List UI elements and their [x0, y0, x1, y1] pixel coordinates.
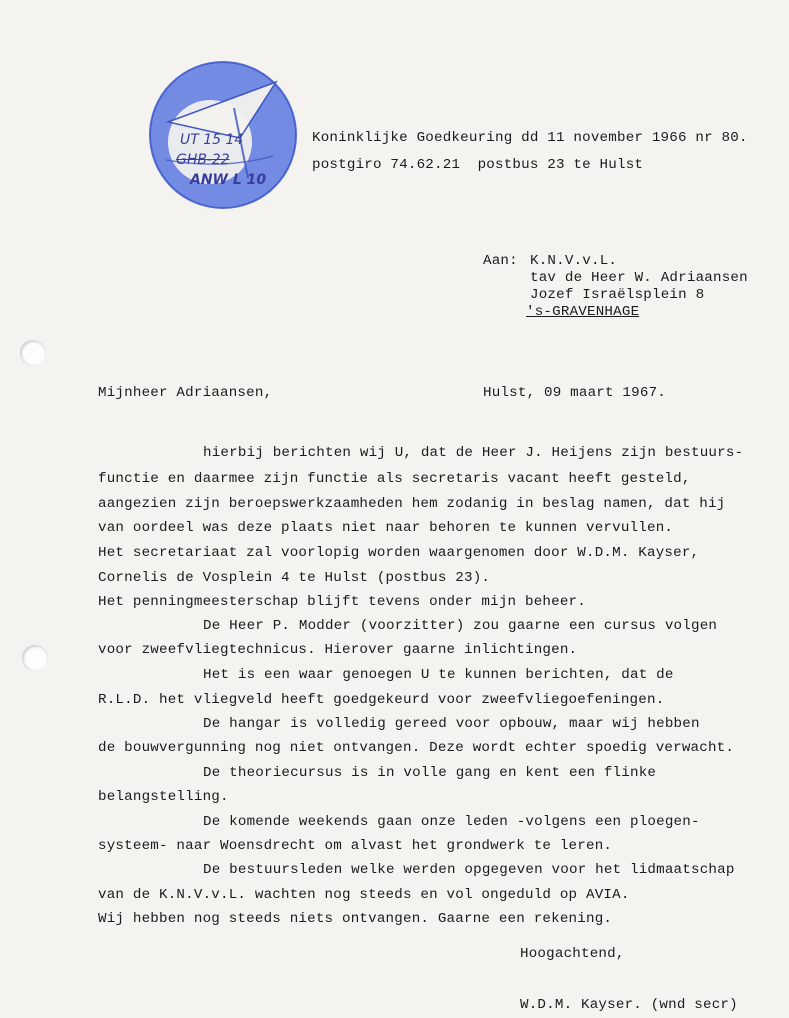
punch-hole-top: [20, 340, 46, 366]
closing: Hoogachtend,: [520, 946, 625, 962]
body-line: De hangar is volledig gereed voor opbouw, maar wij hebben: [203, 716, 700, 732]
body-line: De komende weekends gaan onze leden -volgens een ploegen-: [203, 814, 700, 830]
club-stamp: [148, 60, 298, 210]
body-line: R.L.D. het vliegveld heeft goedgekeurd voor zweefvliegoefeningen.: [98, 692, 665, 708]
body-line: De Heer P. Modder (voorzitter) zou gaarne een cursus volgen: [203, 618, 718, 634]
address-street: Jozef Israëlsplein 8: [530, 287, 705, 303]
stamp-mark-2: GHB-22: [176, 152, 230, 168]
body-line: de bouwvergunning nog niet ontvangen. Deze wordt echter spoedig verwacht.: [98, 740, 735, 756]
address-attn: tav de Heer W. Adriaansen: [530, 270, 748, 286]
body-line: De bestuursleden welke werden opgegeven voor het lidmaatschap: [203, 862, 735, 878]
salutation: Mijnheer Adriaansen,: [98, 385, 273, 401]
body-line: Cornelis de Vosplein 4 te Hulst (postbus 23).: [98, 570, 491, 586]
body-line: aangezien zijn beroepswerkzaamheden hem zodanig in beslag namen, dat hij: [98, 496, 726, 512]
body-line: voor zweefvliegtechnicus. Hierover gaarne inlichtingen.: [98, 642, 578, 658]
body-line: Wij hebben nog steeds niets ontvangen. Gaarne een rekening.: [98, 911, 613, 927]
address-name: K.N.V.v.L.: [530, 253, 618, 269]
address-city: 's-GRAVENHAGE: [526, 304, 640, 320]
punch-hole-bottom: [22, 645, 48, 671]
address-prefix: Aan:: [483, 253, 518, 269]
stamp-mark-1: UT 15 14: [180, 132, 244, 148]
stamp-mark-3: ANW L 10: [190, 172, 267, 188]
body-line: functie en daarmee zijn functie als secretaris vacant heeft gesteld,: [98, 471, 691, 487]
header-approval-line: Koninklijke Goedkeuring dd 11 november 1966 nr 80.: [312, 130, 748, 146]
header-postal-line: postgiro 74.62.21 postbus 23 te Hulst: [312, 157, 644, 173]
place-date: Hulst, 09 maart 1967.: [483, 385, 666, 401]
signature: W.D.M. Kayser. (wnd secr): [520, 997, 738, 1013]
body-line: van oordeel was deze plaats niet naar behoren te kunnen vervullen.: [98, 520, 674, 536]
body-line: Het is een waar genoegen U te kunnen berichten, dat de: [203, 667, 674, 683]
body-line: hierbij berichten wij U, dat de Heer J. Heijens zijn bestuurs-: [203, 445, 744, 461]
body-line: De theoriecursus is in volle gang en kent een flinke: [203, 765, 657, 781]
body-line: belangstelling.: [98, 789, 229, 805]
body-line: systeem- naar Woensdrecht om alvast het grondwerk te leren.: [98, 838, 613, 854]
body-line: Het penningmeesterschap blijft tevens onder mijn beheer.: [98, 594, 586, 610]
body-line: van de K.N.V.v.L. wachten nog steeds en vol ongeduld op AVIA.: [98, 887, 630, 903]
body-line: Het secretariaat zal voorlopig worden waargenomen door W.D.M. Kayser,: [98, 545, 700, 561]
